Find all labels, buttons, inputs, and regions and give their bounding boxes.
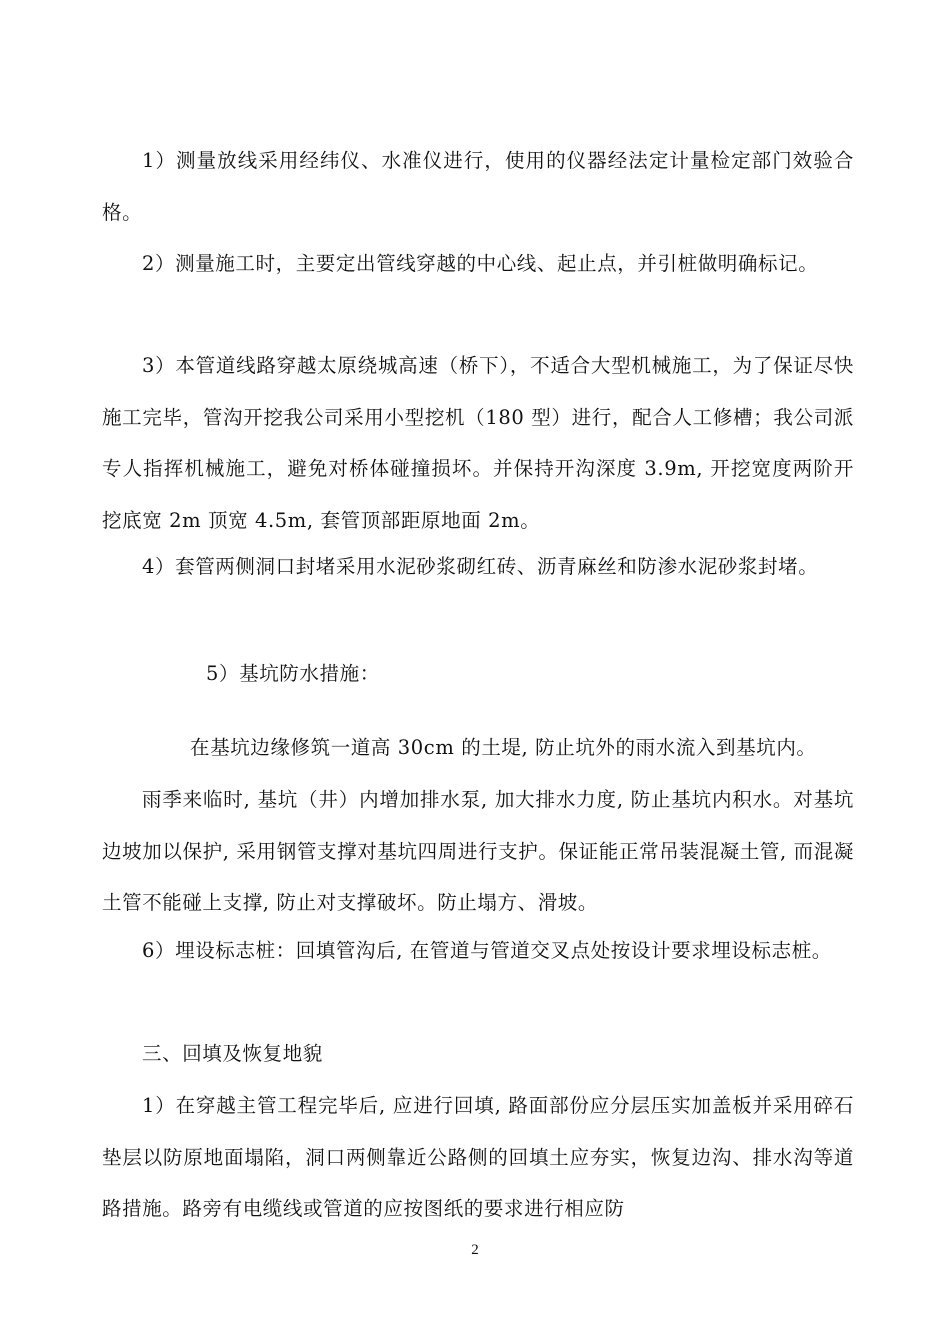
- paragraph-soil-embankment: 在基坑边缘修筑一道高 30cm 的土堤, 防止坑外的雨水流入到基坑内。: [190, 736, 817, 759]
- paragraph-survey-setout: 1）测量放线采用经纬仪、水准仪进行，使用的仪器经法定计量检定部门效验合格。: [102, 149, 854, 224]
- page-number: 2: [471, 1242, 479, 1258]
- section-heading-backfill: 三、回填及恢复地貌: [142, 1042, 323, 1065]
- paragraph-pit-waterproofing-heading: 5）基坑防水措施：: [206, 662, 380, 685]
- paragraph-backfill: 1）在穿越主管工程完毕后, 应进行回填, 路面部份应分层压实加盖板并采用碎石垫层以防原地面塌陷，洞口两侧靠近公路侧的回填土应夯实，恢复边沟、排水沟等道路措施。路旁有电缆线或管道的应按图纸的要求进行相应防: [102, 1094, 854, 1220]
- paragraph-survey-construction: 2）测量施工时，主要定出管线穿越的中心线、起止点，并引桩做明确标记。: [142, 252, 819, 275]
- paragraph-rainy-season: 雨季来临时, 基坑（井）内增加排水泵, 加大排水力度, 防止基坑内积水。对基坑边坡加以保护, 采用钢管支撑对基坑四周进行支护。保证能正常吊装混凝土管, 而混凝土管不能碰上支撑, 防止对支撑破坏。防止塌方、滑坡。: [102, 788, 854, 914]
- paragraph-trench-excavation: 3）本管道线路穿越太原绕城高速（桥下），不适合大型机械施工，为了保证尽快施工完毕，管沟开挖我公司采用小型挖机（180 型）进行，配合人工修槽；我公司派专人指挥机械施工，避免对桥体碰撞损坏。并保持开沟深度 3.9m, 开挖宽度两阶开挖底宽 2m 顶宽 4.5m, 套管顶部距原地面 2m。: [102, 354, 854, 532]
- paragraph-casing-sealing: 4）套管两侧洞口封堵采用水泥砂浆砌红砖、沥青麻丝和防渗水泥砂浆封堵。: [142, 555, 819, 578]
- paragraph-marker-piles: 6）埋设标志桩：回填管沟后, 在管道与管道交叉点处按设计要求埋设标志桩。: [142, 939, 832, 962]
